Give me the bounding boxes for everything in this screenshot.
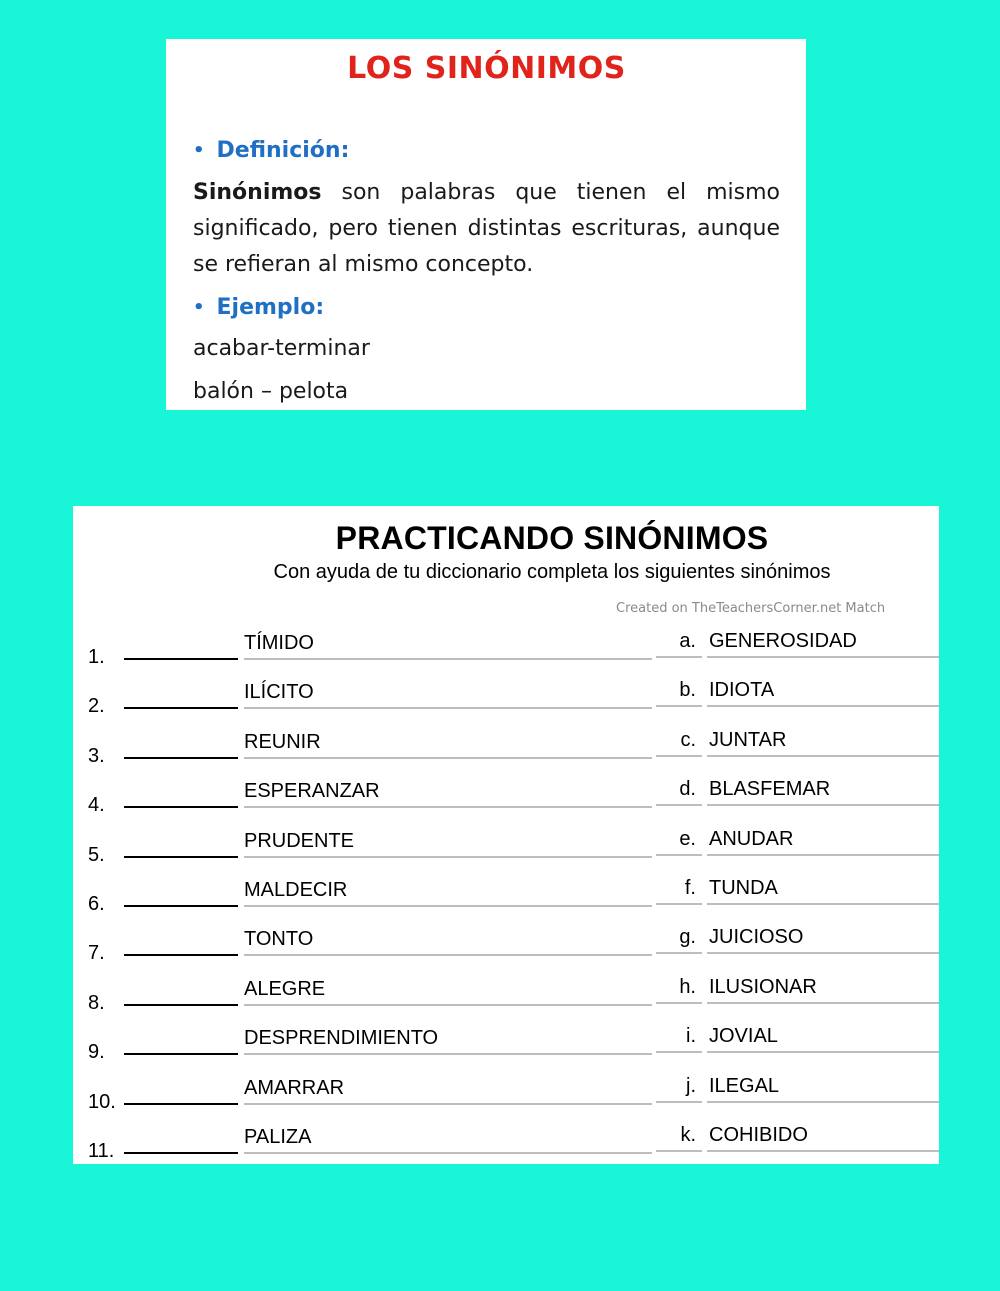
table-row <box>73 972 939 1021</box>
row-number: 7. <box>88 942 105 965</box>
answer-blank[interactable] <box>124 806 238 808</box>
match-letter: e. <box>656 824 702 856</box>
definition-text <box>193 175 780 283</box>
match-word: ILUSIONAR <box>707 972 939 1004</box>
answer-blank[interactable] <box>124 1152 238 1154</box>
row-number: 6. <box>88 893 105 915</box>
definition-heading-label: Definición: <box>216 137 350 163</box>
answer-blank[interactable] <box>124 1103 238 1105</box>
row-number: 1. <box>88 646 105 668</box>
answer-blank[interactable] <box>124 1053 238 1055</box>
match-word: TUNDA <box>707 873 939 905</box>
match-word: ANUDAR <box>707 824 939 856</box>
table-row <box>73 873 939 922</box>
row-number: 11. <box>88 1140 115 1162</box>
match-word: JUICIOSO <box>707 922 939 954</box>
row-word: DESPRENDIMIENTO <box>244 1021 652 1055</box>
match-letter: j. <box>656 1071 702 1103</box>
row-word: PRUDENTE <box>244 824 652 858</box>
match-letter: i. <box>656 1021 702 1053</box>
row-word: ALEGRE <box>244 972 652 1006</box>
row-word: TONTO <box>244 922 652 956</box>
match-word: ILEGAL <box>707 1071 939 1103</box>
worksheet-subtitle: Con ayuda de tu diccionario completa los siguientes sinónimos <box>273 561 831 583</box>
match-word: COHIBIDO <box>707 1120 939 1152</box>
example-heading <box>193 289 780 325</box>
table-row <box>73 626 939 675</box>
answer-blank[interactable] <box>124 856 238 858</box>
answer-blank[interactable] <box>124 954 238 956</box>
definition-card <box>166 39 806 410</box>
answer-blank[interactable] <box>124 757 238 759</box>
answer-blank[interactable] <box>124 905 238 907</box>
bullet-icon: • <box>193 139 205 161</box>
match-letter: k. <box>656 1120 702 1152</box>
match-letter: c. <box>656 725 702 757</box>
worksheet-credit: Created on TheTeachersCorner.net Match <box>616 601 886 616</box>
match-letter: f. <box>656 873 702 905</box>
match-word: IDIOTA <box>707 675 939 707</box>
definition-title: LOS SINÓNIMOS <box>347 51 626 86</box>
match-letter: a. <box>656 626 702 658</box>
match-letter: b. <box>656 675 702 707</box>
worksheet <box>73 506 939 1164</box>
table-row <box>73 675 939 724</box>
row-number: 9. <box>88 1041 105 1064</box>
match-word: BLASFEMAR <box>707 774 939 806</box>
example-heading-label: Ejemplo: <box>216 294 325 320</box>
table-row <box>73 774 939 823</box>
row-word: MALDECIR <box>244 873 652 907</box>
table-row <box>73 1120 939 1164</box>
match-letter: h. <box>656 972 702 1004</box>
answer-blank[interactable] <box>124 707 238 709</box>
worksheet-title: PRACTICANDO SINÓNIMOS <box>335 520 769 556</box>
table-row <box>73 1071 939 1120</box>
row-number: 3. <box>88 744 105 767</box>
row-word: ILÍCITO <box>244 675 652 709</box>
row-number: 4. <box>88 794 105 817</box>
table-row <box>73 725 939 774</box>
row-number: 10. <box>88 1090 116 1113</box>
row-number: 5. <box>88 843 105 866</box>
match-letter: g. <box>656 922 702 954</box>
answer-blank[interactable] <box>124 658 238 660</box>
table-row <box>73 1021 939 1070</box>
table-row <box>73 824 939 873</box>
match-word: JUNTAR <box>707 725 939 757</box>
match-letter: d. <box>656 774 702 806</box>
row-word: AMARRAR <box>244 1071 652 1105</box>
table-row <box>73 922 939 971</box>
row-word: PALIZA <box>244 1120 652 1154</box>
row-word: ESPERANZAR <box>244 774 652 808</box>
definition-heading <box>193 135 780 165</box>
match-word: GENEROSIDAD <box>707 626 939 658</box>
definition-bold-word: Sinónimos <box>193 180 322 205</box>
definition-body: son palabras que tienen el mismo significado, pero tienen distintas escrituras, aunque se refieran al mismo concepto. <box>193 180 780 277</box>
row-number: 2. <box>88 695 105 718</box>
answer-blank[interactable] <box>124 1004 238 1006</box>
example-item: acabar-terminar <box>193 336 370 361</box>
example-item: balón – pelota <box>193 379 349 404</box>
row-number: 8. <box>88 991 105 1014</box>
bullet-icon: • <box>193 296 205 318</box>
match-word: JOVIAL <box>707 1021 939 1053</box>
row-word: REUNIR <box>244 725 652 759</box>
row-word: TÍMIDO <box>244 626 652 660</box>
